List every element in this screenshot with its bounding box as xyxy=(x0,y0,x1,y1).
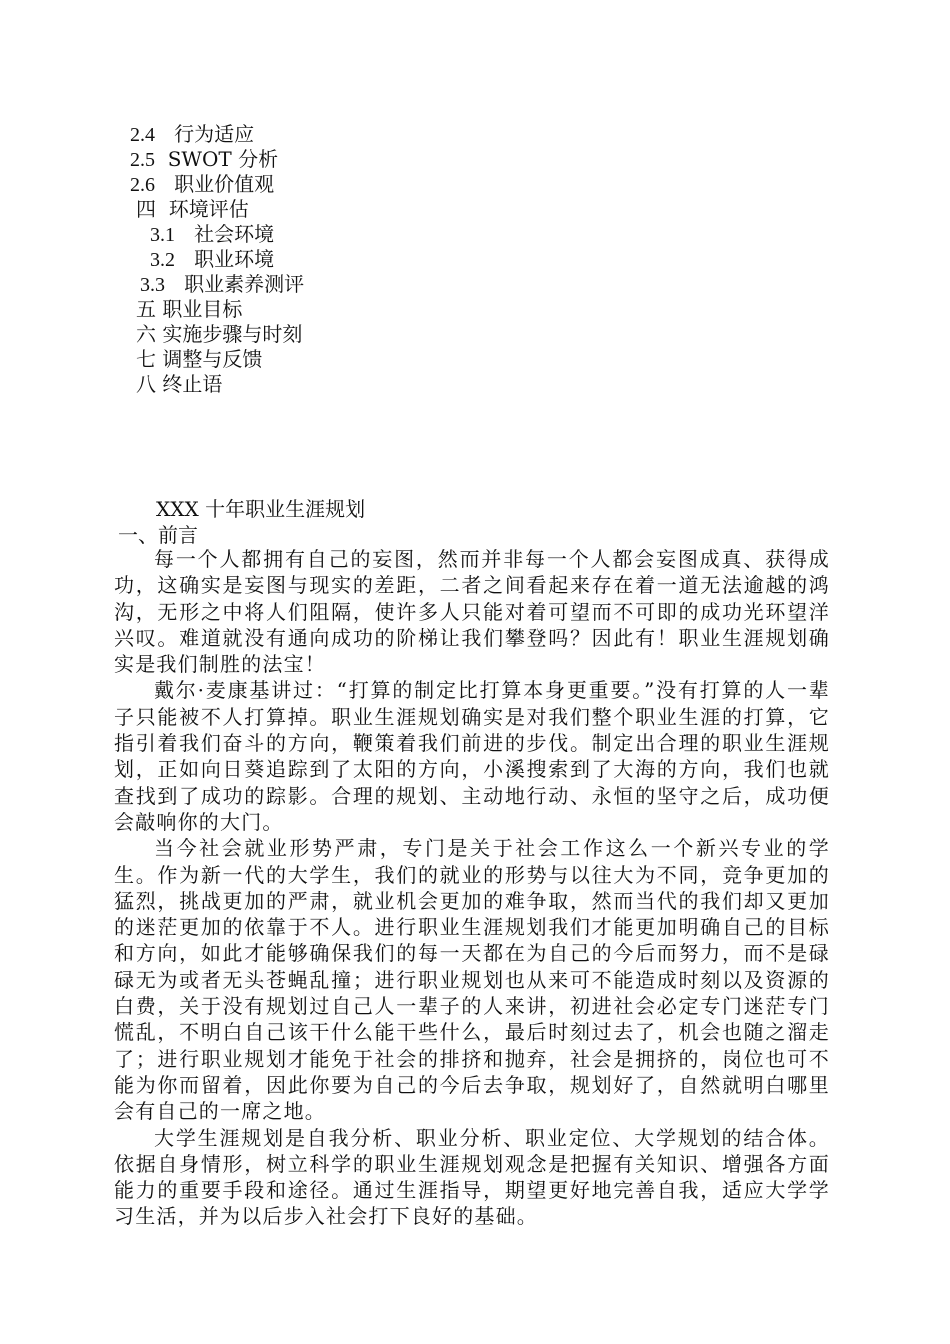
toc-item xyxy=(130,322,304,347)
toc-number: 四 xyxy=(136,197,156,221)
toc-number: 六 xyxy=(136,322,156,346)
toc-label: 环境评估 xyxy=(168,197,249,221)
toc-label: 职业环境 xyxy=(194,247,275,271)
toc-label: 职业目标 xyxy=(162,297,243,321)
toc-item xyxy=(130,372,304,397)
toc-number: 3.3 xyxy=(140,274,165,296)
toc-item xyxy=(130,122,304,147)
toc-number: 七 xyxy=(136,347,156,371)
toc-item xyxy=(130,222,304,247)
toc-item xyxy=(130,272,304,297)
toc-number: 3.2 xyxy=(150,249,175,271)
paragraph: 每一个人都拥有自己的妄图，然而并非每一个人都会妄图成真、获得成功，这确实是妄图与现实的差距，二者之间看起来存在着一道无法逾越的鸿沟，无形之中将人们阻隔，使许多人只能对着可望而不可即的成功光环望洋兴叹。难道就没有通向成功的阶梯让我们攀登吗？因此有！职业生涯规划确实是我们制胜的法宝！ xyxy=(114,547,830,677)
toc-label: 行为适应 xyxy=(174,122,255,146)
toc-label: 实施步骤与时刻 xyxy=(162,322,303,346)
paragraph: 当今社会就业形势严肃，专门是关于社会工作这么一个新兴专业的学生。作为新一代的大学生，我们的就业的形势与以往大为不同，竞争更加的猛烈，挑战更加的严肃，就业机会更加的难争取，然而当代的我们却又更加的迷茫更加的依靠于不人。进行职业生涯规划我们才能更加明确自己的目标和方向，如此才能够确保我们的每一天都在为自己的今后而努力，而不是碌碌无为或者无头苍蝇乱撞；进行职业规划也从来可不能造成时刻以及资源的白费，关于没有规划过自己人一辈子的人来讲，初进社会必定专门迷茫专门慌乱，不明白自己该干什么能干些什么，最后时刻过去了，机会也随之溜走了；进行职业规划才能免于社会的排挤和抛弃，社会是拥挤的，岗位也可不能为你而留着，因此你要为自己的今后去争取，规划好了，自然就明白哪里会有自己的一席之地。 xyxy=(114,836,830,1124)
toc-number: 2.4 xyxy=(130,124,155,146)
toc-label: 职业素养测评 xyxy=(184,272,305,296)
section-heading: 一、前言 xyxy=(118,523,198,547)
toc-number: 3.1 xyxy=(150,224,175,246)
toc-item xyxy=(130,147,304,172)
toc-number: 五 xyxy=(136,297,156,321)
toc-label: 调整与反馈 xyxy=(162,347,263,371)
toc-item xyxy=(130,247,304,272)
toc-item xyxy=(130,172,304,197)
document-title: XXX 十年职业生涯规划 xyxy=(156,497,366,521)
paragraph: 大学生涯规划是自我分析、职业分析、职业定位、大学规划的结合体。依据自身情形，树立科学的职业生涯规划观念是把握有关知识、增强各方面能力的重要手段和途径。通过生涯指导，期望更好地完善自我，适应大学学习生活，并为以后步入社会打下良好的基础。 xyxy=(114,1125,830,1229)
document-body xyxy=(114,546,830,1230)
toc-number: 八 xyxy=(136,372,156,396)
toc-item xyxy=(130,347,304,372)
toc-label: SWOT 分析 xyxy=(167,147,279,171)
toc-item xyxy=(130,197,304,222)
toc-label: 社会环境 xyxy=(194,222,275,246)
toc-number: 2.5 xyxy=(130,149,155,171)
toc-label: 职业价值观 xyxy=(174,172,275,196)
toc-item xyxy=(130,297,304,322)
toc-label: 终止语 xyxy=(162,372,223,396)
paragraph: 戴尔·麦康基讲过：“打算的制定比打算本身更重要。”没有打算的人一辈子只能被不人打算掉。职业生涯规划确实是对我们整个职业生涯的打算，它指引着我们奋斗的方向，鞭策着我们前进的步伐。制定出合理的职业生涯规划，正如向日葵追踪到了太阳的方向，小溪搜索到了大海的方向，我们也就查找到了成功的踪影。合理的规划、主动地行动、永恒的坚守之后，成功便会敲响你的大门。 xyxy=(114,678,830,834)
table-of-contents xyxy=(130,122,304,397)
toc-number: 2.6 xyxy=(130,174,155,196)
